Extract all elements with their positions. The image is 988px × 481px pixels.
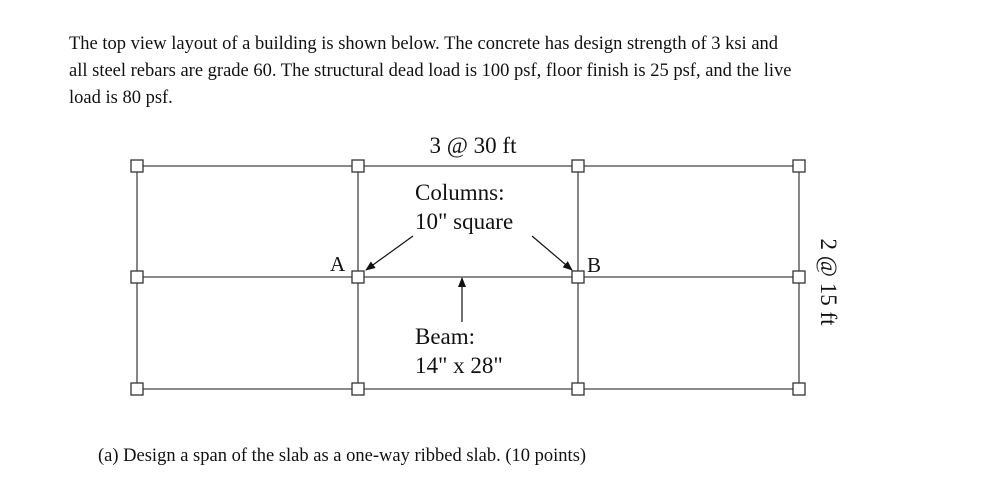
span-label-horizontal: 3 @ 30 ft xyxy=(429,133,517,158)
question-part-a: (a) Design a span of the slab as a one-way ribbed slab. (10 points) xyxy=(98,446,587,466)
column-square xyxy=(793,271,805,283)
columns-arrow-to-b xyxy=(532,236,572,270)
column-square xyxy=(793,383,805,395)
column-square xyxy=(793,160,805,172)
column-square xyxy=(131,383,143,395)
columns-label-size: 10" square xyxy=(415,209,514,234)
column-square xyxy=(131,271,143,283)
beam-label-size: 14" x 28" xyxy=(415,353,503,378)
point-label-a: A xyxy=(330,252,346,276)
problem-line-2: all steel rebars are grade 60. The structural dead load is 100 psf, floor finish is 25 psf, and the live xyxy=(69,61,792,81)
column-square-b xyxy=(572,271,584,283)
problem-line-3: load is 80 psf. xyxy=(69,88,173,108)
column-square xyxy=(131,160,143,172)
beam-label-title: Beam: xyxy=(415,324,476,349)
column-square xyxy=(352,383,364,395)
problem-line-1: The top view layout of a building is shown below. The concrete has design strength of 3 ksi and xyxy=(69,34,779,54)
column-square xyxy=(572,383,584,395)
leader-arrows xyxy=(366,236,572,322)
column-square xyxy=(572,160,584,172)
column-square-a xyxy=(352,271,364,283)
columns-label-title: Columns: xyxy=(415,180,505,205)
columns-arrow-to-a xyxy=(366,236,413,270)
point-label-b: B xyxy=(587,253,602,277)
column-square xyxy=(352,160,364,172)
span-label-vertical: 2 @ 15 ft xyxy=(816,238,841,326)
